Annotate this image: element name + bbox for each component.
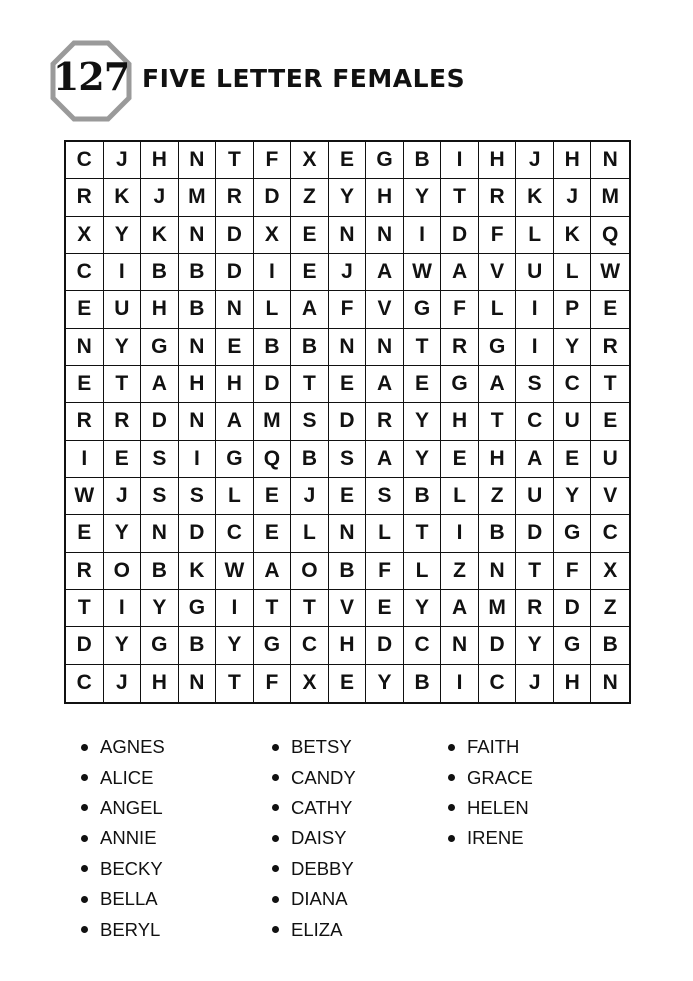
- word-list: [0, 732, 693, 952]
- grid-cell[interactable]: N: [216, 291, 254, 328]
- grid-cell[interactable]: E: [291, 254, 329, 291]
- word-label: ANNIE: [100, 827, 157, 849]
- word-list-item: [81, 732, 165, 762]
- grid-cell[interactable]: J: [104, 142, 142, 179]
- grid-cell[interactable]: Y: [104, 515, 142, 552]
- grid-cell[interactable]: J: [104, 478, 142, 515]
- grid-cell[interactable]: D: [516, 515, 554, 552]
- grid-cell[interactable]: Y: [404, 403, 442, 440]
- grid-cell[interactable]: T: [404, 329, 442, 366]
- word-label: DEBBY: [291, 857, 354, 879]
- grid-cell[interactable]: I: [441, 515, 479, 552]
- grid-cell[interactable]: Y: [104, 217, 142, 254]
- word-list-item: [272, 793, 356, 823]
- grid-cell[interactable]: D: [366, 627, 404, 664]
- grid-cell[interactable]: B: [329, 553, 367, 590]
- word-list-item: [81, 914, 165, 944]
- grid-cell[interactable]: E: [591, 403, 629, 440]
- bullet-icon: [272, 744, 279, 751]
- grid-cell[interactable]: C: [66, 665, 104, 702]
- word-list-column: [272, 732, 356, 945]
- grid-cell[interactable]: J: [516, 665, 554, 702]
- grid-cell[interactable]: E: [366, 590, 404, 627]
- grid-cell[interactable]: E: [216, 329, 254, 366]
- word-search-grid: [64, 140, 631, 704]
- grid-cell[interactable]: A: [366, 366, 404, 403]
- puzzle-number: 127: [52, 54, 130, 99]
- grid-cell[interactable]: N: [329, 217, 367, 254]
- grid-cell[interactable]: V: [366, 291, 404, 328]
- word-label: BERYL: [100, 918, 161, 940]
- grid-cell[interactable]: H: [479, 142, 517, 179]
- grid-cell[interactable]: P: [554, 291, 592, 328]
- bullet-icon: [81, 774, 88, 781]
- grid-cell[interactable]: E: [329, 366, 367, 403]
- grid-cell[interactable]: F: [254, 142, 292, 179]
- grid-cell[interactable]: H: [141, 665, 179, 702]
- grid-cell[interactable]: R: [516, 590, 554, 627]
- bullet-icon: [81, 804, 88, 811]
- grid-cell[interactable]: E: [329, 142, 367, 179]
- grid-cell[interactable]: E: [66, 515, 104, 552]
- grid-cell[interactable]: E: [329, 478, 367, 515]
- grid-cell[interactable]: D: [254, 179, 292, 216]
- grid-cell[interactable]: E: [104, 441, 142, 478]
- grid-cell[interactable]: I: [404, 217, 442, 254]
- grid-cell[interactable]: K: [554, 217, 592, 254]
- grid-cell[interactable]: C: [404, 627, 442, 664]
- grid-cell[interactable]: T: [104, 366, 142, 403]
- bullet-icon: [272, 835, 279, 842]
- grid-cell[interactable]: T: [216, 665, 254, 702]
- grid-cell[interactable]: S: [291, 403, 329, 440]
- grid-cell[interactable]: W: [404, 254, 442, 291]
- grid-cell[interactable]: R: [591, 329, 629, 366]
- grid-cell[interactable]: G: [141, 627, 179, 664]
- grid-cell[interactable]: K: [104, 179, 142, 216]
- word-label: IRENE: [467, 827, 524, 849]
- bullet-icon: [81, 835, 88, 842]
- grid-cell[interactable]: C: [479, 665, 517, 702]
- grid-cell[interactable]: H: [216, 366, 254, 403]
- grid-cell[interactable]: Y: [366, 665, 404, 702]
- bullet-icon: [448, 744, 455, 751]
- grid-cell[interactable]: R: [66, 553, 104, 590]
- grid-cell[interactable]: F: [554, 553, 592, 590]
- grid-cell[interactable]: D: [254, 366, 292, 403]
- grid-cell[interactable]: M: [479, 590, 517, 627]
- word-label: BETSY: [291, 736, 352, 758]
- grid-cell[interactable]: N: [602, 671, 618, 695]
- grid-cell[interactable]: C: [66, 254, 104, 291]
- grid-cell[interactable]: N: [179, 403, 217, 440]
- grid-cell[interactable]: F: [479, 217, 517, 254]
- word-list-item: [81, 793, 165, 823]
- grid-cell[interactable]: N: [441, 627, 479, 664]
- grid-cell[interactable]: S: [366, 478, 404, 515]
- grid-cell[interactable]: B: [179, 254, 217, 291]
- word-list-item: [81, 823, 165, 853]
- grid-cell[interactable]: T: [516, 553, 554, 590]
- grid-cell[interactable]: Y: [141, 590, 179, 627]
- grid-cell[interactable]: B: [291, 329, 329, 366]
- word-label: DAISY: [291, 827, 347, 849]
- grid-cell[interactable]: Y: [104, 329, 142, 366]
- grid-cell[interactable]: E: [441, 441, 479, 478]
- grid-cell[interactable]: M: [591, 179, 629, 216]
- grid-cell[interactable]: C: [66, 142, 104, 179]
- bullet-icon: [448, 804, 455, 811]
- grid-cell[interactable]: I: [104, 590, 142, 627]
- grid-cell[interactable]: R: [104, 403, 142, 440]
- grid-cell[interactable]: Q: [591, 217, 629, 254]
- grid-cell[interactable]: H: [479, 441, 517, 478]
- grid-cell[interactable]: N: [329, 515, 367, 552]
- grid-cell[interactable]: G: [404, 291, 442, 328]
- grid-cell[interactable]: D: [216, 254, 254, 291]
- grid-cell[interactable]: I: [441, 665, 479, 702]
- grid-cell[interactable]: E: [291, 217, 329, 254]
- grid-cell[interactable]: S: [141, 441, 179, 478]
- grid-cell[interactable]: H: [329, 627, 367, 664]
- grid-cell[interactable]: L: [254, 291, 292, 328]
- grid-cell[interactable]: C: [591, 515, 629, 552]
- grid-cell[interactable]: E: [404, 366, 442, 403]
- grid-cell[interactable]: K: [141, 217, 179, 254]
- grid-cell[interactable]: S: [329, 441, 367, 478]
- grid-cell[interactable]: Z: [291, 179, 329, 216]
- grid-cell[interactable]: D: [66, 627, 104, 664]
- grid-cell[interactable]: N: [366, 329, 404, 366]
- grid-cell[interactable]: A: [516, 441, 554, 478]
- grid-cell[interactable]: I: [516, 329, 554, 366]
- grid-cell[interactable]: B: [404, 478, 442, 515]
- grid-cell[interactable]: V: [329, 590, 367, 627]
- grid-cell[interactable]: X: [66, 217, 104, 254]
- grid-cell[interactable]: B: [404, 665, 442, 702]
- grid-cell[interactable]: T: [404, 515, 442, 552]
- grid-cell[interactable]: O: [104, 553, 142, 590]
- word-label: HELEN: [467, 796, 529, 818]
- word-list-item: [272, 884, 356, 914]
- grid-cell[interactable]: S: [516, 366, 554, 403]
- grid-cell[interactable]: Y: [404, 441, 442, 478]
- word-list-item: [81, 762, 165, 792]
- grid-cell[interactable]: U: [104, 291, 142, 328]
- word-list-item: [448, 732, 533, 762]
- grid-cell[interactable]: G: [554, 515, 592, 552]
- grid-cell[interactable]: Z: [441, 553, 479, 590]
- grid-cell[interactable]: G: [441, 366, 479, 403]
- grid-cell[interactable]: G: [254, 627, 292, 664]
- word-label: ELIZA: [291, 918, 343, 940]
- word-list-item: [448, 762, 533, 792]
- grid-cell[interactable]: N: [591, 142, 629, 179]
- grid-cell[interactable]: G: [366, 142, 404, 179]
- grid-cell[interactable]: Y: [516, 627, 554, 664]
- grid-cell[interactable]: D: [216, 217, 254, 254]
- grid-cell[interactable]: X: [254, 217, 292, 254]
- grid-cell[interactable]: Y: [554, 329, 592, 366]
- grid-cell[interactable]: D: [479, 627, 517, 664]
- grid-cell[interactable]: R: [479, 179, 517, 216]
- grid-cell[interactable]: D: [179, 515, 217, 552]
- grid-cell[interactable]: T: [254, 590, 292, 627]
- grid-cell[interactable]: L: [479, 291, 517, 328]
- grid-cell[interactable]: W: [216, 553, 254, 590]
- grid-cell[interactable]: H: [554, 142, 592, 179]
- grid-cell[interactable]: B: [591, 627, 629, 664]
- grid-cell[interactable]: S: [179, 478, 217, 515]
- grid-cell[interactable]: X: [291, 142, 329, 179]
- grid-cell[interactable]: U: [516, 478, 554, 515]
- bullet-icon: [448, 774, 455, 781]
- grid-cell[interactable]: F: [329, 291, 367, 328]
- word-label: CATHY: [291, 796, 353, 818]
- word-label: BECKY: [100, 857, 163, 879]
- grid-cell[interactable]: G: [479, 329, 517, 366]
- word-list-item: [272, 914, 356, 944]
- grid-cell[interactable]: A: [216, 403, 254, 440]
- grid-cell[interactable]: B: [141, 553, 179, 590]
- word-label: ANGEL: [100, 796, 163, 818]
- grid-cell[interactable]: L: [216, 478, 254, 515]
- grid-cell[interactable]: Y: [404, 179, 442, 216]
- word-list-item: [272, 823, 356, 853]
- grid-cell[interactable]: T: [479, 403, 517, 440]
- grid-cell[interactable]: B: [179, 627, 217, 664]
- grid-cell[interactable]: N: [179, 217, 217, 254]
- grid-cell[interactable]: Y: [329, 179, 367, 216]
- grid-cell[interactable]: R: [66, 179, 104, 216]
- word-label: CANDY: [291, 766, 356, 788]
- grid-cell[interactable]: E: [66, 366, 104, 403]
- grid-cell[interactable]: Y: [554, 478, 592, 515]
- bullet-icon: [81, 926, 88, 933]
- grid-cell[interactable]: L: [404, 553, 442, 590]
- grid-cell[interactable]: C: [554, 366, 592, 403]
- grid-cell[interactable]: Y: [216, 627, 254, 664]
- grid-cell[interactable]: J: [104, 665, 142, 702]
- grid-cell[interactable]: N: [366, 217, 404, 254]
- grid-cell[interactable]: K: [179, 553, 217, 590]
- puzzle-number-badge: [50, 40, 132, 122]
- bullet-icon: [81, 896, 88, 903]
- grid-cell[interactable]: T: [441, 179, 479, 216]
- grid-cell[interactable]: X: [291, 665, 329, 702]
- grid-cell[interactable]: R: [216, 179, 254, 216]
- grid-cell[interactable]: U: [591, 441, 629, 478]
- grid-cell[interactable]: A: [141, 366, 179, 403]
- grid-cell[interactable]: G: [141, 329, 179, 366]
- grid-cell[interactable]: I: [216, 590, 254, 627]
- grid-cell[interactable]: H: [141, 142, 179, 179]
- grid-cell[interactable]: I: [66, 441, 104, 478]
- grid-cell[interactable]: E: [66, 291, 104, 328]
- grid-cell[interactable]: F: [441, 291, 479, 328]
- grid-cell[interactable]: B: [179, 291, 217, 328]
- bullet-icon: [81, 865, 88, 872]
- word-list-column: [81, 732, 165, 945]
- grid-cell[interactable]: E: [554, 441, 592, 478]
- word-list-item: [448, 823, 533, 853]
- grid-cell[interactable]: N: [66, 329, 104, 366]
- grid-cell[interactable]: F: [254, 665, 292, 702]
- grid-cell[interactable]: W: [591, 254, 629, 291]
- grid-cell[interactable]: A: [366, 254, 404, 291]
- word-list-item: [272, 762, 356, 792]
- grid-cell[interactable]: Y: [104, 627, 142, 664]
- grid-cell[interactable]: R: [66, 403, 104, 440]
- bullet-icon: [272, 804, 279, 811]
- word-label: BELLA: [100, 888, 158, 910]
- bullet-icon: [272, 865, 279, 872]
- grid-cell[interactable]: H: [179, 366, 217, 403]
- bullet-icon: [448, 835, 455, 842]
- grid-cell[interactable]: N: [329, 329, 367, 366]
- grid-cell[interactable]: N: [479, 553, 517, 590]
- grid-cell[interactable]: C: [516, 403, 554, 440]
- grid-cell[interactable]: G: [179, 590, 217, 627]
- grid-cell[interactable]: A: [441, 254, 479, 291]
- grid-cell[interactable]: I: [104, 254, 142, 291]
- grid-cell[interactable]: J: [516, 142, 554, 179]
- word-list-item: [448, 793, 533, 823]
- grid-cell[interactable]: L: [554, 254, 592, 291]
- grid-cell[interactable]: R: [441, 329, 479, 366]
- word-label: DIANA: [291, 888, 348, 910]
- grid-cell[interactable]: T: [216, 142, 254, 179]
- grid-cell[interactable]: A: [441, 590, 479, 627]
- grid-cell[interactable]: H: [366, 179, 404, 216]
- grid-cell[interactable]: T: [66, 590, 104, 627]
- grid-cell[interactable]: V: [591, 478, 629, 515]
- grid-cell[interactable]: D: [441, 217, 479, 254]
- grid-cell[interactable]: R: [366, 403, 404, 440]
- grid-cell[interactable]: J: [329, 254, 367, 291]
- word-label: ALICE: [100, 766, 154, 788]
- grid-cell[interactable]: E: [254, 515, 292, 552]
- grid-cell[interactable]: X: [591, 553, 629, 590]
- grid-cell[interactable]: H: [554, 665, 592, 702]
- grid-cell[interactable]: Y: [404, 590, 442, 627]
- bullet-icon: [81, 744, 88, 751]
- bullet-icon: [272, 926, 279, 933]
- grid-cell[interactable]: M: [254, 403, 292, 440]
- grid-cell[interactable]: G: [554, 627, 592, 664]
- grid-cell[interactable]: F: [366, 553, 404, 590]
- grid-cell[interactable]: S: [141, 478, 179, 515]
- grid-cell[interactable]: D: [329, 403, 367, 440]
- grid-cell[interactable]: G: [216, 441, 254, 478]
- grid-cell[interactable]: L: [366, 515, 404, 552]
- grid-cell[interactable]: U: [516, 254, 554, 291]
- bullet-icon: [272, 896, 279, 903]
- grid-cell[interactable]: B: [141, 254, 179, 291]
- word-list-item: [81, 884, 165, 914]
- grid-cell[interactable]: J: [141, 179, 179, 216]
- grid-cell[interactable]: A: [366, 441, 404, 478]
- grid-cell[interactable]: I: [441, 142, 479, 179]
- grid-cell[interactable]: D: [141, 403, 179, 440]
- word-list-item: [272, 732, 356, 762]
- grid-cell[interactable]: W: [66, 478, 104, 515]
- grid-cell[interactable]: O: [291, 553, 329, 590]
- word-label: FAITH: [467, 736, 520, 758]
- grid-cell[interactable]: J: [291, 478, 329, 515]
- grid-cell[interactable]: L: [516, 217, 554, 254]
- grid-cell[interactable]: L: [441, 478, 479, 515]
- grid-cell[interactable]: N: [179, 665, 217, 702]
- grid-cell[interactable]: T: [291, 366, 329, 403]
- grid-cell[interactable]: E: [329, 665, 367, 702]
- grid-cell[interactable]: M: [179, 179, 217, 216]
- grid-cell[interactable]: I: [516, 291, 554, 328]
- grid-cell[interactable]: U: [554, 403, 592, 440]
- grid-cell[interactable]: I: [254, 254, 292, 291]
- grid-cell[interactable]: E: [254, 478, 292, 515]
- word-list-column: [448, 732, 533, 854]
- grid-cell[interactable]: C: [216, 515, 254, 552]
- grid-cell[interactable]: A: [291, 291, 329, 328]
- grid-cell[interactable]: N: [179, 142, 217, 179]
- word-list-item: [272, 854, 356, 884]
- grid-cell[interactable]: E: [591, 291, 629, 328]
- puzzle-title: FIVE LETTER FEMALES: [142, 64, 466, 93]
- grid-cell[interactable]: V: [479, 254, 517, 291]
- grid-cell[interactable]: B: [254, 329, 292, 366]
- grid-cell[interactable]: C: [291, 627, 329, 664]
- grid-cell[interactable]: I: [179, 441, 217, 478]
- grid-cell[interactable]: K: [516, 179, 554, 216]
- grid-cell[interactable]: A: [479, 366, 517, 403]
- grid-cell[interactable]: H: [441, 403, 479, 440]
- grid-cell[interactable]: B: [291, 441, 329, 478]
- word-label: AGNES: [100, 736, 165, 758]
- word-label: GRACE: [467, 766, 533, 788]
- grid-cell[interactable]: J: [554, 179, 592, 216]
- grid-cell[interactable]: B: [479, 515, 517, 552]
- grid-cell[interactable]: T: [591, 366, 629, 403]
- grid-cell[interactable]: Z: [591, 590, 629, 627]
- grid-cell[interactable]: B: [404, 142, 442, 179]
- grid-cell[interactable]: Z: [479, 478, 517, 515]
- bullet-icon: [272, 774, 279, 781]
- grid-cell[interactable]: D: [554, 590, 592, 627]
- grid-cell[interactable]: L: [291, 515, 329, 552]
- grid-cell[interactable]: H: [141, 291, 179, 328]
- word-list-item: [81, 854, 165, 884]
- grid-cell[interactable]: N: [141, 515, 179, 552]
- grid-cell[interactable]: N: [179, 329, 217, 366]
- grid-cell[interactable]: T: [291, 590, 329, 627]
- grid-cell[interactable]: Q: [254, 441, 292, 478]
- grid-cell[interactable]: A: [254, 553, 292, 590]
